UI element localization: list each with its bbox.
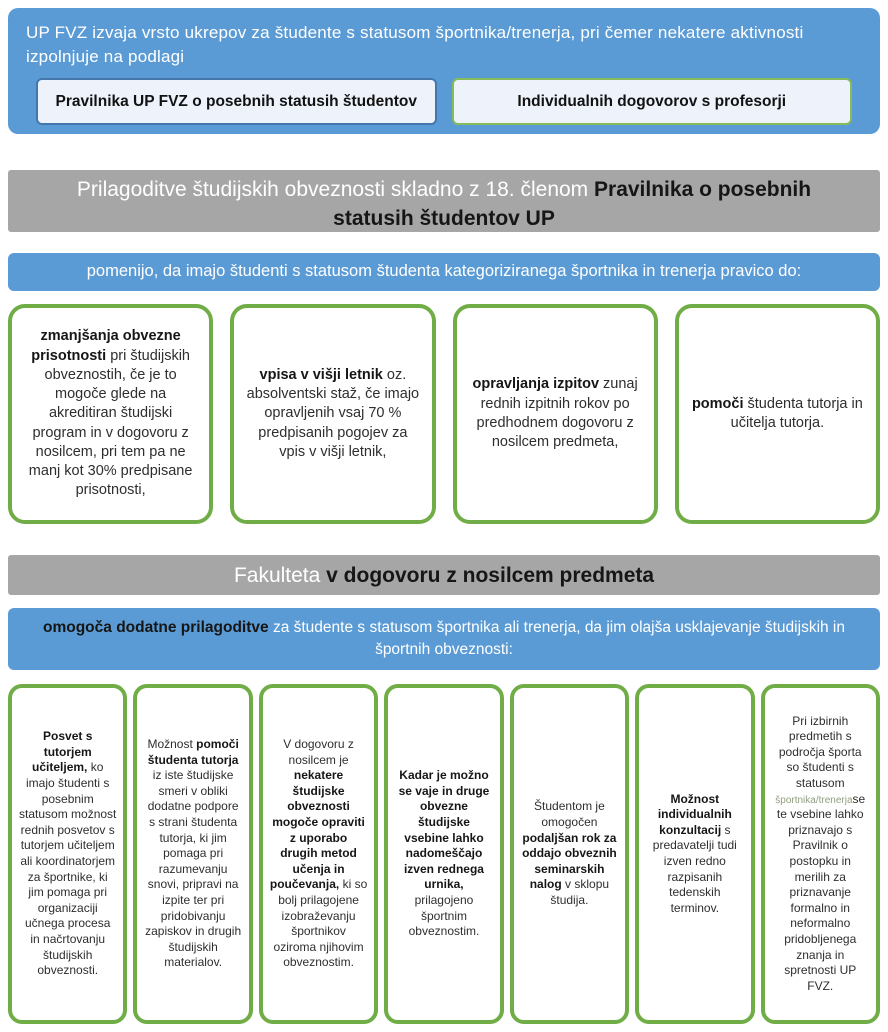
card-text: Možnost pomoči študenta tutorja iz iste študijske smeri v obliki dodatne podpore s strani študenta tutorja, ki jim pomaga pri razumevanju snovi, pripravi na izpite ter pri pridobivanju zapiskov in drugih študijskih materialov.	[145, 737, 242, 970]
section1-cards	[8, 304, 880, 524]
card-text: pomoči študenta tutorja in učitelja tutorja.	[691, 395, 863, 431]
section2-intro: omogoča dodatne prilagoditve za študente s statusom športnika ali trenerja, da jim olajša usklajevanje študijskih in športnih obveznosti:	[8, 608, 880, 670]
card-rescheduled-exercises	[384, 684, 503, 1024]
card-attendance-reduction	[8, 304, 213, 524]
box-pravilnik-up-fvz: Pravilnika UP FVZ o posebnih statusih študentov	[36, 78, 437, 125]
top-banner-boxes	[20, 78, 866, 125]
card-individual-consultations	[635, 684, 754, 1024]
card-text: Posvet s tutorjem učiteljem, ko imajo študenti s posebnim statusom možnost rednih posvetov s tutorjem učiteljem ali koordinatorjem za športnike, ki jim pomaga pri organizaciji učnega procesa in načrtovanju študijskih obveznosti.	[19, 729, 117, 978]
card-text: opravljanja izpitov zunaj rednih izpitnih rokov po predhodnem dogovoru z nosilcem predmeta,	[472, 376, 638, 451]
top-banner	[8, 8, 880, 134]
card-teacher-tutor-consult	[8, 684, 127, 1024]
card-alternative-learning-methods	[259, 684, 378, 1024]
card-exams-outside-dates	[453, 304, 658, 524]
section2-cards	[8, 684, 880, 1024]
section1-intro: pomenijo, da imajo študenti s statusom študenta kategoriziranega športnika in trenerja pravico do:	[8, 253, 880, 291]
card-extended-seminar-deadlines	[510, 684, 629, 1024]
section1-header: Prilagoditve študijskih obveznosti skladno z 18. členom Pravilnika o posebnih statusih študentov UP	[8, 170, 880, 232]
top-banner-text: UP FVZ izvaja vrsto ukrepov za študente s statusom športnika/trenerja, pri čemer nekatere aktivnosti izpolnjuje na podlagi	[26, 23, 804, 67]
card-text: Pri izbirnih predmetih s področja športa so študenti s statusom športnika/trenerjase te vsebine lahko priznavajo s Pravilnik o postopku in merilih za priznavanje formalno in neformalno pridobljenega znanja in spretnosti UP FVZ.	[775, 713, 866, 993]
section2-header: Fakulteta v dogovoru z nosilcem predmeta	[8, 555, 880, 595]
card-text: Možnost individualnih konzultacij s predavatelji tudi izven redno razpisanih tedenskih terminov.	[652, 791, 737, 915]
card-text: vpisa v višji letnik oz. absolventski staž, če imajo opravljenih vsaj 70 % predpisanih pogojev za vpis v višji letnik,	[246, 366, 420, 460]
card-text: zmanjšanja obvezne prisotnosti pri študijskih obveznostih, če je to mogoče glede na akreditiran študijski program in v dogovoru z nosilcem, pri tem pa ne manj kot 30% predpisane prisotnosti,	[28, 328, 193, 499]
card-text: Študentom je omogočen podaljšan rok za oddajo obveznih seminarskih nalog v sklopu študija.	[522, 799, 617, 907]
card-text: V dogovoru z nosilcem je nekatere študijske obveznosti mogoče opraviti z uporabo drugih metod učenja in poučevanja, ki so bolj prilagojene izobraževanju športnikov oziroma njihovim obveznostim.	[269, 737, 368, 970]
card-student-tutor-support	[133, 684, 252, 1024]
card-elective-sports-recognition	[761, 684, 880, 1024]
card-tutor-help	[675, 304, 880, 524]
box-individualni-dogovori: Individualnih dogovorov s profesorji	[452, 78, 853, 125]
card-enrollment-next-year	[230, 304, 435, 524]
card-text: Kadar je možno se vaje in druge obvezne študijske vsebine lahko nadomeščajo izven rednega urnika, prilagojeno športnim obveznostim.	[398, 768, 490, 939]
